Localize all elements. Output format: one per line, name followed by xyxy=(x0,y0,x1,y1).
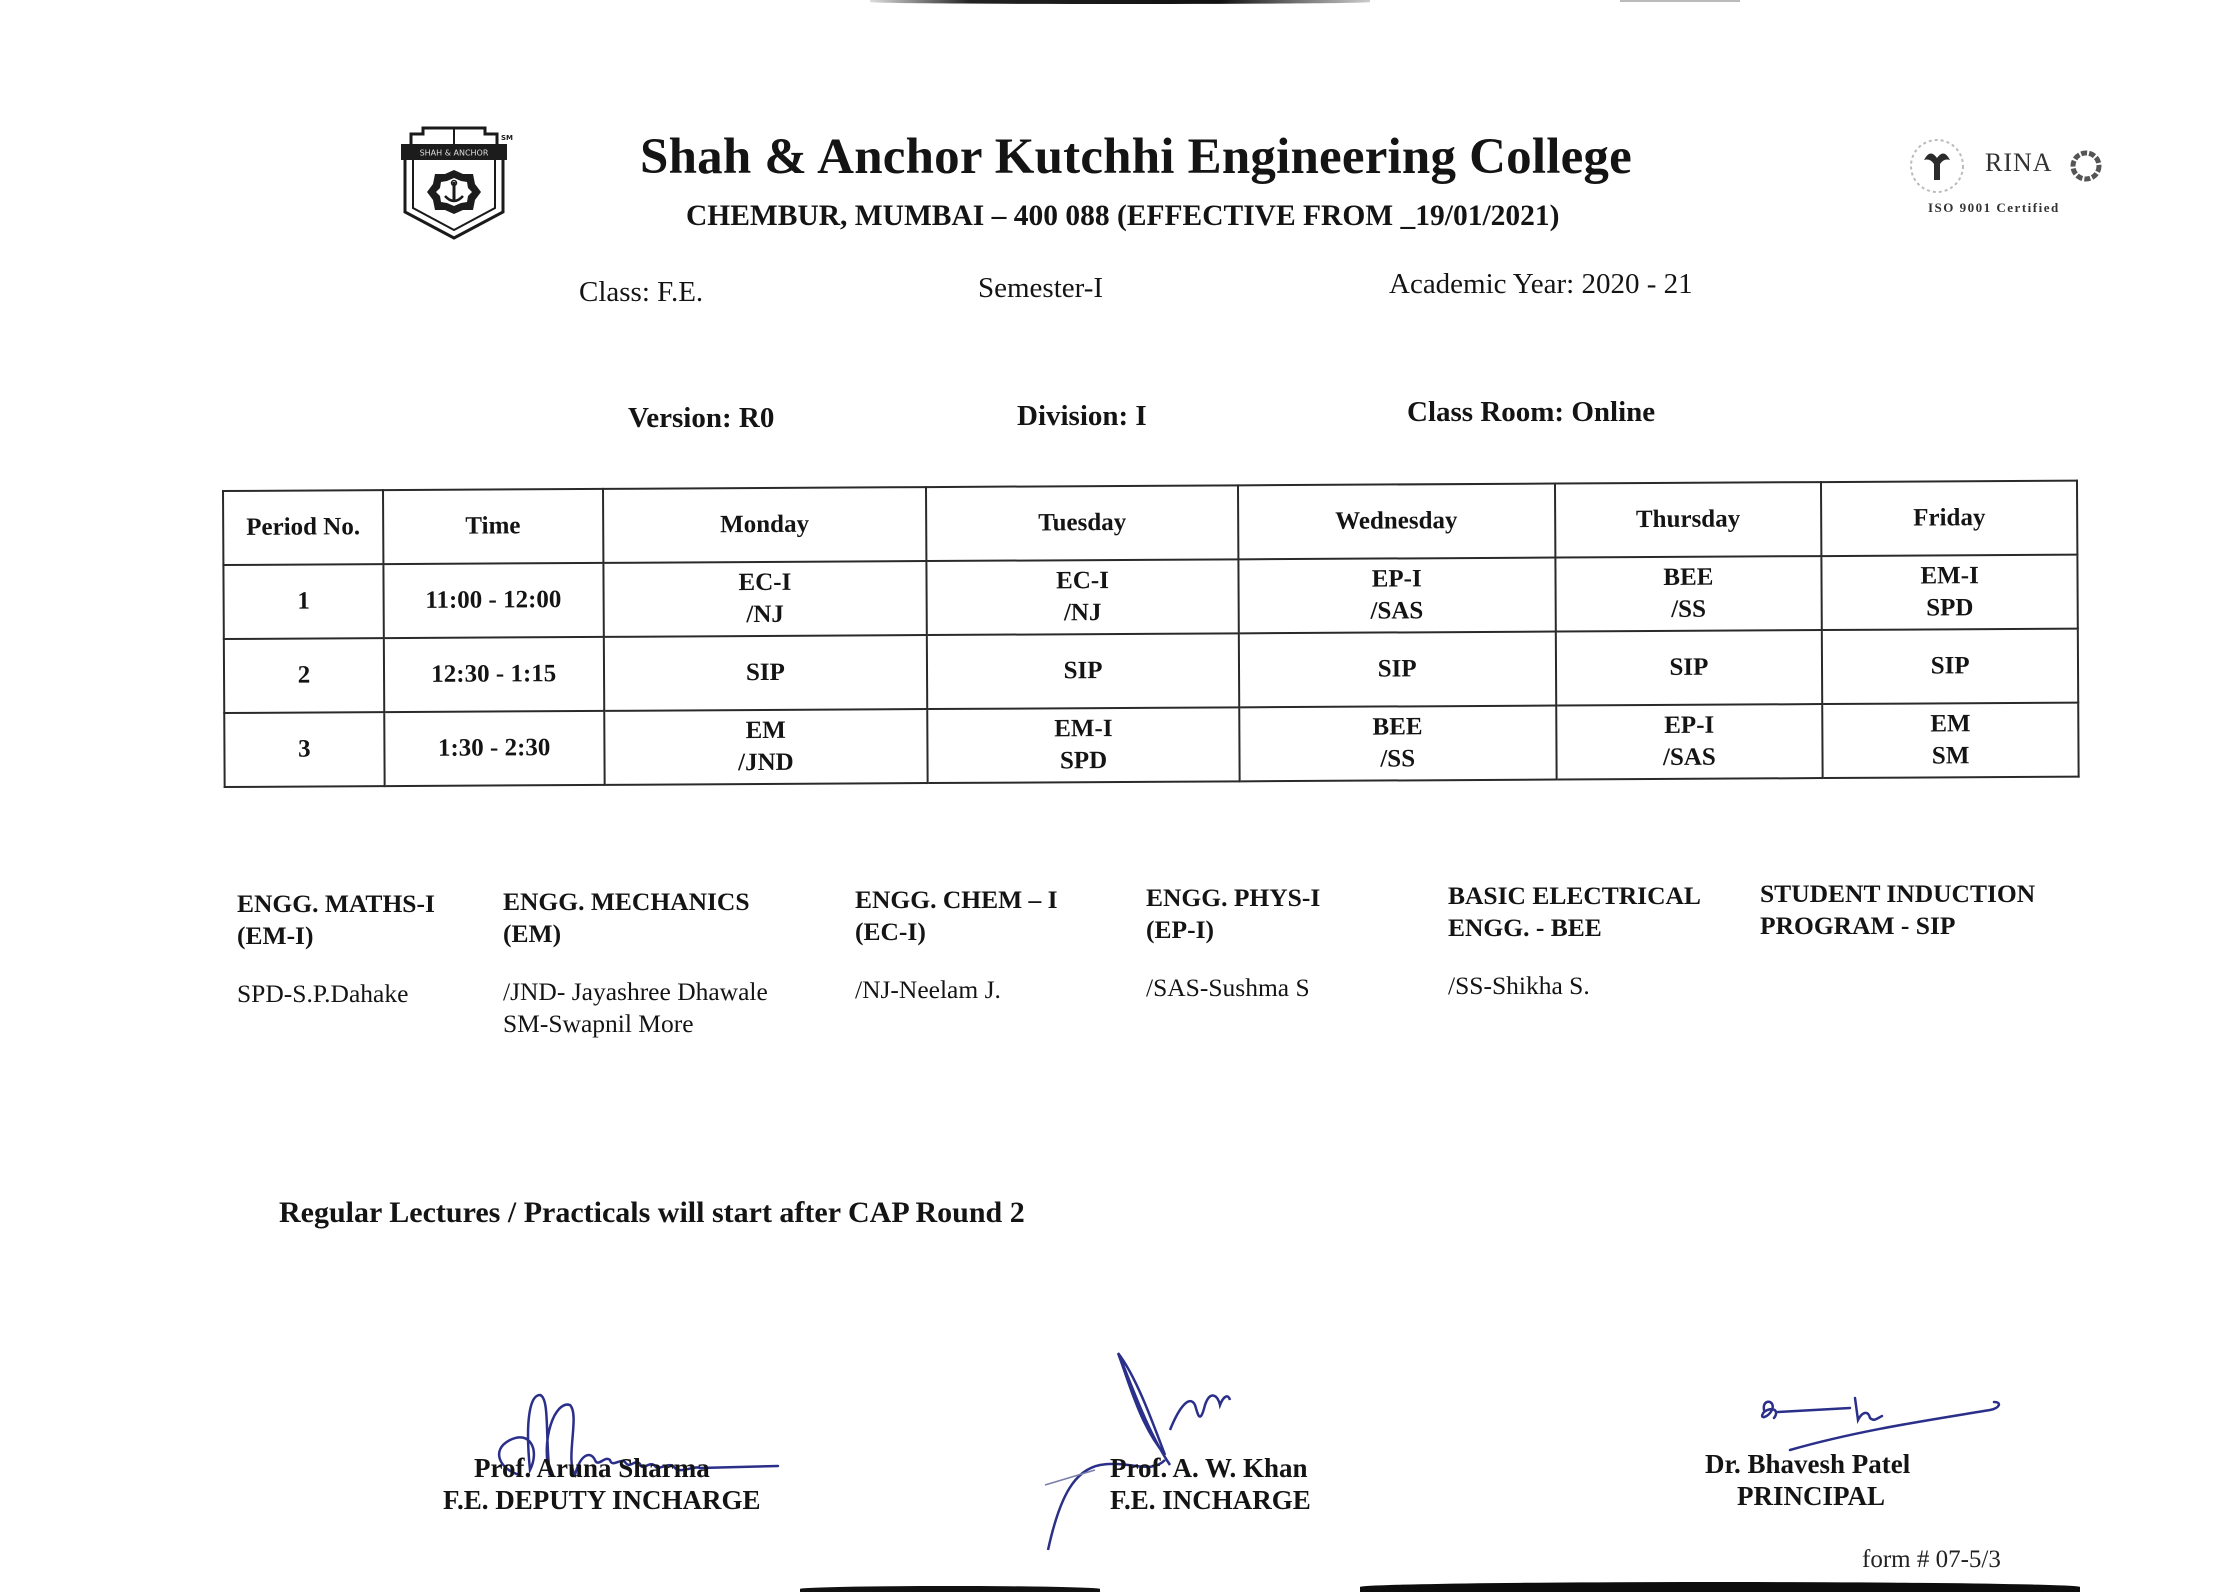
subject-code: EM-I xyxy=(1920,562,1979,590)
legend-faculty: /NJ-Neelam J. xyxy=(855,975,1001,1004)
header-time: Time xyxy=(383,489,603,564)
legend-subject-code: (EM-I) xyxy=(237,921,314,950)
timetable xyxy=(222,480,2080,788)
header-friday: Friday xyxy=(1821,481,2077,556)
subject-code: BEE xyxy=(1663,563,1714,591)
legend-subject: ENGG. PHYS-I xyxy=(1146,883,1321,912)
faculty-code: /NJ xyxy=(746,600,784,629)
subject-code: SIP xyxy=(1669,653,1709,681)
legend-subject: ENGG. MECHANICS xyxy=(503,887,750,916)
svg-text:SM: SM xyxy=(501,134,514,142)
header-period: Period No. xyxy=(223,490,383,565)
class-room-label: Class Room: Online xyxy=(1407,396,1656,428)
class-label: Class: F.E. xyxy=(579,276,704,308)
legend-item-sip xyxy=(1760,878,2035,942)
faculty-code: /SAS xyxy=(1370,597,1424,625)
scan-edge-artifact xyxy=(1620,0,1740,2)
legend-subject-code: (EC-I) xyxy=(855,917,926,946)
subject-code: EM xyxy=(745,716,786,745)
subject-code: EM-I xyxy=(1054,715,1113,743)
period-time: 11:00 - 12:00 xyxy=(383,563,603,638)
header-monday: Monday xyxy=(603,487,927,563)
legend-faculty: SPD-S.P.Dahake xyxy=(237,979,409,1008)
schedule-cell xyxy=(1822,703,2078,778)
college-name: Shah & Anchor Kutchhi Engineering College xyxy=(640,129,1632,185)
schedule-cell xyxy=(1239,706,1556,782)
period-number: 3 xyxy=(224,712,384,787)
legend-subject-code: PROGRAM - SIP xyxy=(1760,911,1956,940)
schedule-cell xyxy=(1555,630,1822,705)
schedule-cell xyxy=(927,633,1239,709)
period-time: 1:30 - 2:30 xyxy=(384,711,604,786)
subject-code: EP-I xyxy=(1371,565,1422,593)
faculty-code: SM xyxy=(1931,742,1970,770)
legend-subject-code: (EP-I) xyxy=(1146,915,1214,944)
faculty-code: /SS xyxy=(1380,745,1416,773)
schedule-cell xyxy=(603,635,927,711)
legend-faculty: SM-Swapnil More xyxy=(503,1009,694,1038)
signatory-name: Prof. A. W. Khan xyxy=(1110,1453,1308,1483)
header-wednesday: Wednesday xyxy=(1238,484,1555,560)
period-time: 12:30 - 1:15 xyxy=(384,637,604,712)
legend-faculty: /SS-Shikha S. xyxy=(1448,971,1590,1000)
subject-code: EC-I xyxy=(1056,567,1110,595)
schedule-cell xyxy=(1822,555,2078,630)
scan-edge-artifact xyxy=(870,0,1370,4)
legend-subject: BASIC ELECTRICAL xyxy=(1448,881,1701,910)
legend-item-em1 xyxy=(237,888,435,1010)
subject-code: SIP xyxy=(1930,652,1970,680)
schedule-cell xyxy=(604,709,928,785)
legend-subject: ENGG. CHEM – I xyxy=(855,885,1058,914)
legend-faculty: /SAS-Sushma S xyxy=(1146,973,1310,1002)
signature-aw-khan xyxy=(1040,1345,1280,1555)
subject-code: EP-I xyxy=(1664,711,1715,739)
legend-subject-code: (EM) xyxy=(503,919,562,948)
faculty-code: SPD xyxy=(1059,747,1108,775)
timetable-header-row xyxy=(223,481,2077,565)
subject-code: SIP xyxy=(1377,655,1417,683)
legend-subject-code: ENGG. - BEE xyxy=(1448,913,1602,942)
signatory-name: Dr. Bhavesh Patel xyxy=(1705,1449,1911,1479)
faculty-code: /NJ xyxy=(1063,599,1102,627)
svg-text:SHAH & ANCHOR: SHAH & ANCHOR xyxy=(419,148,489,158)
subject-code: SIP xyxy=(1063,657,1103,685)
scan-edge-artifact xyxy=(800,1586,1100,1592)
schedule-cell xyxy=(1238,558,1555,634)
scan-edge-artifact xyxy=(1360,1582,2080,1592)
signatory-role: F.E. DEPUTY INCHARGE xyxy=(443,1485,761,1515)
period-number: 2 xyxy=(224,638,384,713)
schedule-cell xyxy=(927,559,1239,635)
certification-body: RINA xyxy=(1985,148,2053,177)
iso-certified-label: ISO 9001 Certified xyxy=(1928,200,2060,215)
table-row xyxy=(224,629,2078,713)
schedule-cell xyxy=(1239,632,1556,708)
legend-subject: STUDENT INDUCTION xyxy=(1760,879,2036,908)
college-logo xyxy=(393,126,515,240)
college-address: CHEMBUR, MUMBAI – 400 088 (EFFECTIVE FROM _19/01/2021) xyxy=(686,200,1560,232)
faculty-code: /SS xyxy=(1671,595,1707,623)
subject-code: EM xyxy=(1930,710,1971,738)
subject-code: EC-I xyxy=(738,568,792,597)
legend-faculty: /JND- Jayashree Dhawale xyxy=(503,977,768,1006)
legend-item-ep1 xyxy=(1146,882,1320,1004)
schedule-cell xyxy=(1555,556,1822,631)
signatory-name: Prof. Aruna Sharma xyxy=(474,1453,710,1483)
subject-code: SIP xyxy=(745,658,785,687)
table-row xyxy=(223,555,2077,639)
notice-text: Regular Lectures / Practicals will start after CAP Round 2 xyxy=(279,1196,1025,1229)
header-thursday: Thursday xyxy=(1555,482,1822,557)
division-label: Division: I xyxy=(1017,400,1147,432)
header-tuesday: Tuesday xyxy=(926,485,1238,561)
legend-item-ec1 xyxy=(855,884,1058,1006)
faculty-code: SPD xyxy=(1926,594,1974,622)
schedule-cell xyxy=(1556,704,1823,779)
period-number: 1 xyxy=(223,564,383,639)
subject-code: BEE xyxy=(1372,713,1423,741)
signatory-role: PRINCIPAL xyxy=(1737,1481,1885,1511)
legend-item-bee xyxy=(1448,880,1701,1002)
schedule-cell xyxy=(927,707,1239,783)
schedule-cell xyxy=(603,561,927,637)
version-label: Version: R0 xyxy=(628,402,775,434)
faculty-code: /JND xyxy=(738,748,794,777)
legend-item-em xyxy=(503,886,768,1040)
legend-subject: ENGG. MATHS-I xyxy=(237,889,435,918)
faculty-code: /SAS xyxy=(1662,743,1716,771)
schedule-cell xyxy=(1822,629,2078,704)
semester-label: Semester-I xyxy=(978,272,1104,304)
table-row xyxy=(224,703,2078,787)
academic-year-label: Academic Year: 2020 - 21 xyxy=(1389,268,1693,300)
signatory-role: F.E. INCHARGE xyxy=(1110,1485,1311,1515)
form-number: form # 07-5/3 xyxy=(1862,1546,2001,1573)
